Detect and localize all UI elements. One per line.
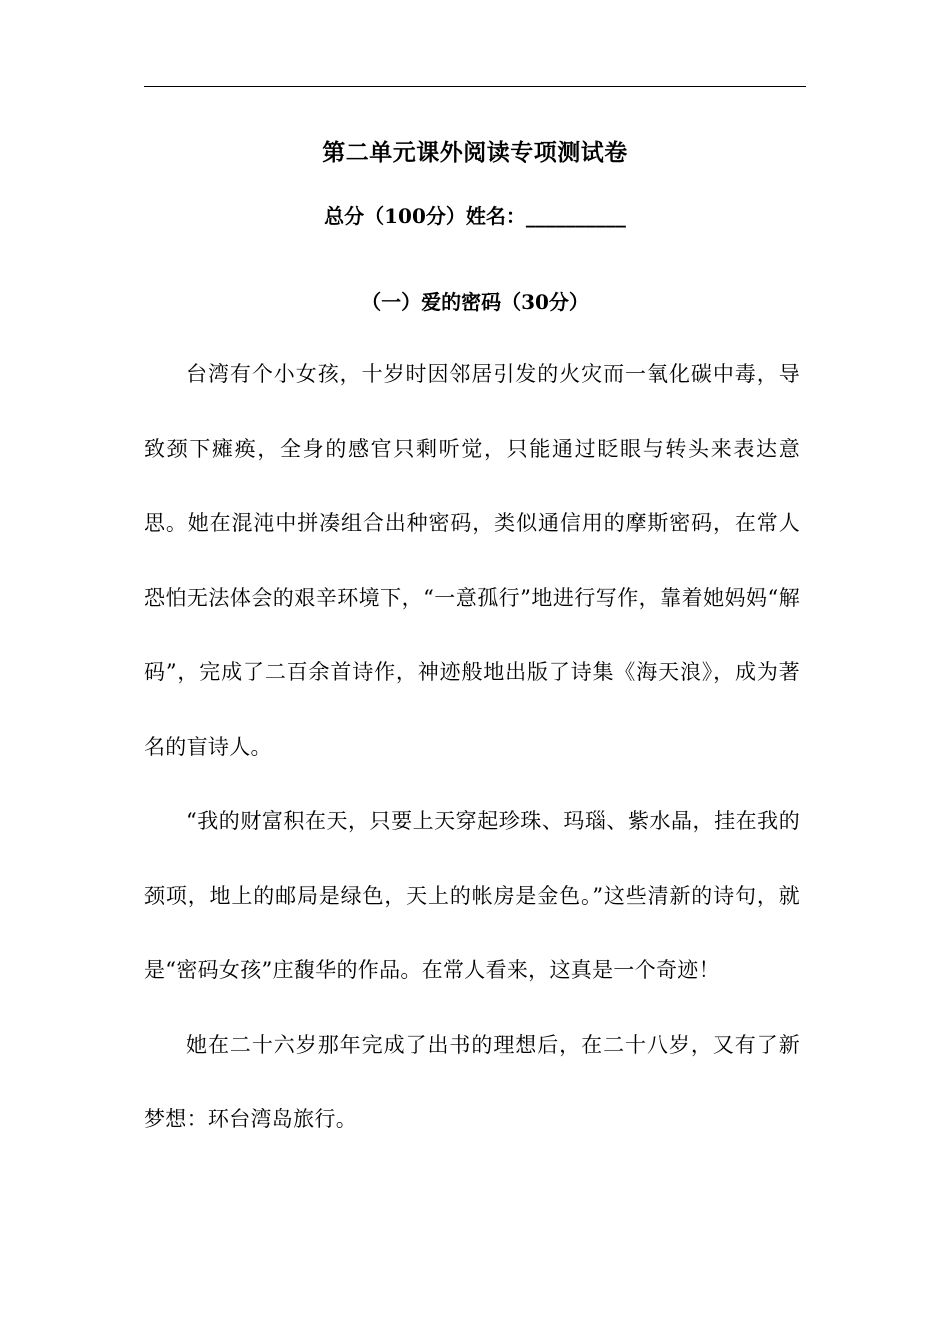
passage-paragraph-1: 台湾有个小女孩，十岁时因邻居引发的火灾而一氧化碳中毒，导致颈下瘫痪，全身的感官只剩听觉，只能通过眨眼与转头来表达意思。她在混沌中拼凑组合出种密码，类似通信用的摩斯密码，在常人恐怕无法体会的艰辛环境下，“一意孤行”地进行写作，靠着她妈妈“解码”，完成了二百余首诗作，神迹般地出版了诗集《海天浪》，成为著名的盲诗人。: [144, 362, 800, 759]
header-rule: [144, 86, 806, 87]
section-heading: （一）爱的密码（30分）: [361, 290, 589, 314]
passage-paragraph-2: “我的财富积在天，只要上天穿起珍珠、玛瑙、紫水晶，挂在我的颈项，地上的邮局是绿色，天上的帐房是金色。”这些清新的诗句，就是“密码女孩”庄馥华的作品。在常人看来，这真是一个奇迹！: [144, 809, 800, 982]
score-and-name-line: 总分（100分）姓名：__________: [324, 204, 626, 228]
reading-passage: [144, 337, 800, 1157]
document-title: 第二单元课外阅读专项测试卷: [322, 139, 628, 166]
passage-paragraph-3: 她在二十六岁那年完成了出书的理想后，在二十八岁，又有了新梦想：环台湾岛旅行。: [144, 1032, 800, 1131]
